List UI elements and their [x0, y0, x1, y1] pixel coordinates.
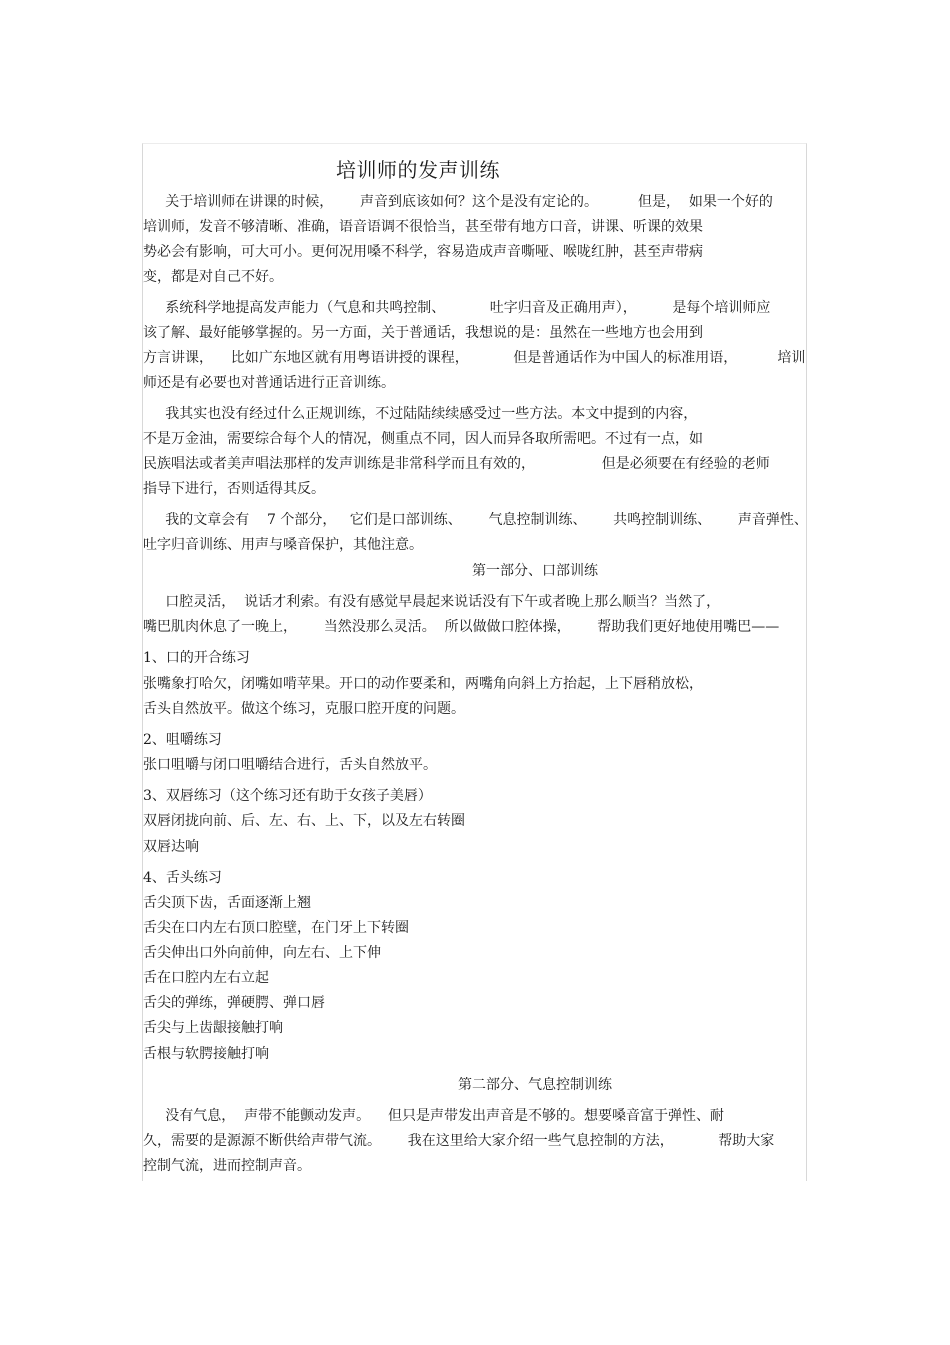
text-line: 舌头自然放平。做这个练习，克服口腔开度的问题。: [143, 701, 465, 717]
text-line: 关于培训师在讲课的时候， 声音到底该如何？这个是没有定论的。 但是， 如果一个好的: [143, 194, 773, 210]
text-line: 嘴巴肌肉休息了一晚上， 当然没那么灵活。 所以做做口腔体操， 帮助我们更好地使用嘴巴——: [143, 619, 780, 635]
text-line: 系统科学地提高发声能力（气息和共鸣控制、 吐字归音及正确用声）， 是每个培训师应: [143, 300, 771, 316]
text-line: 口腔灵活， 说话才利索。有没有感觉早晨起来说话没有下午或者晚上那么顺当？当然了，: [143, 594, 721, 610]
text-line: 舌尖在口内左右顶口腔壁，在门牙上下转圈: [143, 920, 409, 936]
document-title: 培训师的发声训练: [336, 158, 500, 182]
text-line: 双唇达响: [143, 839, 199, 855]
text-line: 控制气流，进而控制声音。: [143, 1158, 311, 1174]
text-line: 师还是有必要也对普通话进行正音训练。: [143, 375, 395, 391]
text-line: 我的文章会有 7 个部分， 它们是口部训练、 气息控制训练、 共鸣控制训练、 声音弹性、: [143, 512, 808, 528]
text-line: 3、双唇练习（这个练习还有助于女孩子美唇）: [143, 788, 432, 804]
text-line: 久，需要的是源源不断供给声带气流。 我在这里给大家介绍一些气息控制的方法， 帮助大家: [143, 1133, 775, 1149]
text-line: 舌根与软腭接触打响: [143, 1046, 269, 1062]
text-line: 1、口的开合练习: [143, 650, 250, 666]
text-line: 舌尖的弹练，弹硬腭、弹口唇: [143, 995, 325, 1011]
text-line: 双唇闭拢向前、后、左、右、上、下，以及左右转圈: [143, 813, 465, 829]
text-line: 舌尖伸出口外向前伸，向左右、上下伸: [143, 945, 381, 961]
text-line: 舌尖顶下齿，舌面逐渐上翘: [143, 895, 311, 911]
text-line: 我其实也没有经过什么正规训练，不过陆陆续续感受过一些方法。本文中提到的内容，: [143, 406, 698, 422]
text-line: 方言讲课， 比如广东地区就有用粤语讲授的课程， 但是普通话作为中国人的标准用语， 培训: [143, 350, 806, 366]
text-line: 指导下进行，否则适得其反。: [143, 481, 325, 497]
text-line: 培训师，发音不够清晰、准确，语音语调不很恰当，甚至带有地方口音，讲课、听课的效果: [143, 219, 703, 235]
text-line: 2、咀嚼练习: [143, 732, 222, 748]
text-line: 变，都是对自己不好。: [143, 269, 283, 285]
text-line: 张嘴象打哈欠，闭嘴如啃苹果。开口的动作要柔和，两嘴角向斜上方抬起，上下唇稍放松，: [143, 676, 703, 692]
text-line: 不是万金油，需要综合每个人的情况，侧重点不同，因人而异各取所需吧。不过有一点，如: [143, 431, 703, 447]
text-line: 4、舌头练习: [143, 870, 222, 886]
text-line: 舌在口腔内左右立起: [143, 970, 269, 986]
text-line: 张口咀嚼与闭口咀嚼结合进行，舌头自然放平。: [143, 757, 437, 773]
text-line: 没有气息， 声带不能颤动发声。 但只是声带发出声音是不够的。想要嗓音富于弹性、耐: [143, 1108, 724, 1124]
section-heading: 第一部分、口部训练: [472, 563, 598, 579]
text-line: 舌尖与上齿龈接触打响: [143, 1020, 283, 1036]
section-heading: 第二部分、气息控制训练: [458, 1077, 612, 1093]
text-line: 吐字归音训练、用声与嗓音保护，其他注意。: [143, 537, 423, 553]
text-line: 势必会有影响，可大可小。更何况用嗓不科学，容易造成声音嘶哑、喉咙红肿，甚至声带病: [143, 244, 703, 260]
text-line: 民族唱法或者美声唱法那样的发声训练是非常科学而且有效的， 但是必须要在有经验的老师: [143, 456, 770, 472]
text-line: 该了解、最好能够掌握的。另一方面，关于普通话，我想说的是：虽然在一些地方也会用到: [143, 325, 703, 341]
